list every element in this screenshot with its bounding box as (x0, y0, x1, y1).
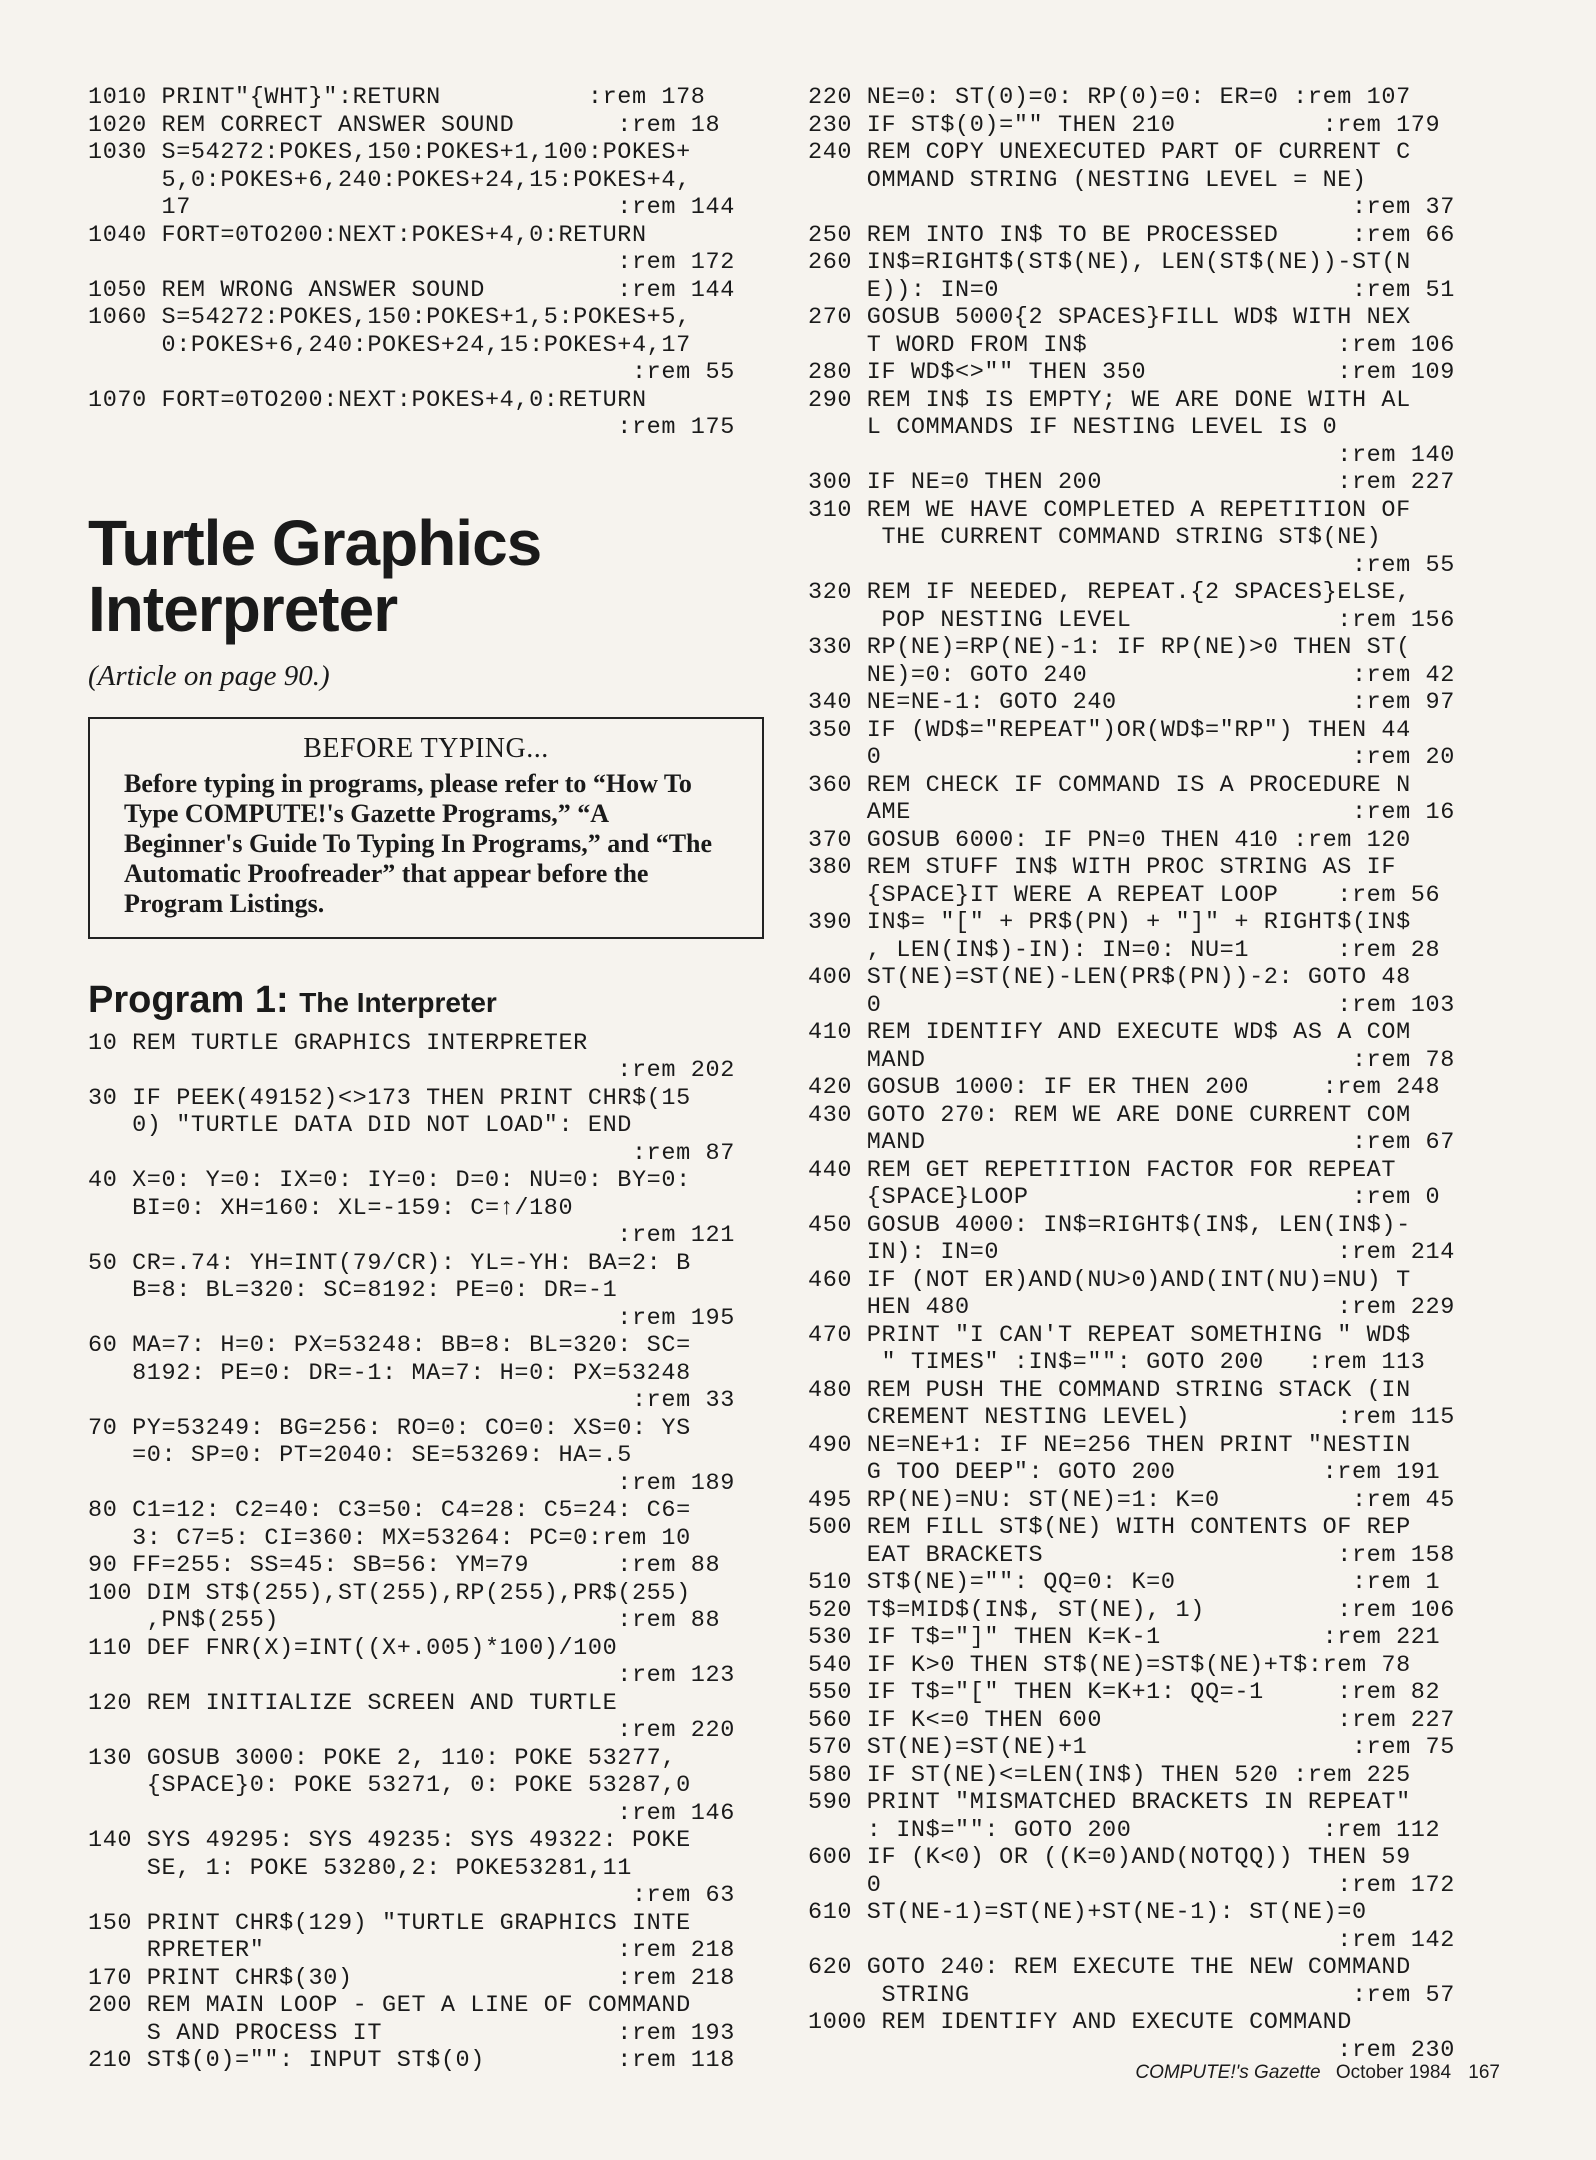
code-line: 230 IF ST$(0)="" THEN 210 :rem 179 (808, 111, 1441, 139)
article-title (88, 506, 764, 645)
code-line: 1050 REM WRONG ANSWER SOUND :rem 144 (88, 276, 735, 304)
code-line: 150 PRINT CHR$(129) "TURTLE GRAPHICS INTE (88, 1909, 691, 1937)
left-column (88, 84, 764, 2075)
code-line: 1060 S=54272:POKES,150:POKES+1,5:POKES+5, (88, 304, 691, 331)
code-line: 10 REM TURTLE GRAPHICS INTERPRETER (88, 1029, 588, 1057)
code-line: 110 DEF FNR(X)=INT((X+.005)*100)/100 (88, 1634, 618, 1662)
magazine-name: COMPUTE!'s Gazette (1135, 2062, 1321, 2083)
code-line: 410 REM IDENTIFY AND EXECUTE WD$ AS A COM (808, 1019, 1411, 1046)
code-line: :rem 195 (88, 1304, 735, 1332)
code-line: 3: C7=5: CI=360: MX=53264: PC=0:rem 10 (88, 1524, 691, 1552)
code-line: 140 SYS 49295: SYS 49235: SYS 49322: POKE (88, 1827, 691, 1854)
code-line: 390 IN$= "[" + PR$(PN) + "]" + RIGHT$(IN$ (808, 909, 1411, 936)
code-line: 100 DIM ST$(255),ST(255),RP(255),PR$(255) (88, 1579, 691, 1607)
code-line: 540 IF K>0 THEN ST$(NE)=ST$(NE)+T$:rem 78 (808, 1651, 1411, 1679)
code-line: :rem 55 (88, 359, 735, 386)
code-line: MAND :rem 78 (808, 1046, 1455, 1074)
code-line: 8192: PE=0: DR=-1: MA=7: H=0: PX=53248 (88, 1359, 691, 1387)
code-line: 570 ST(NE)=ST(NE)+1 :rem 75 (808, 1734, 1455, 1761)
code-line: 495 RP(NE)=NU: ST(NE)=1: K=0 :rem 45 (808, 1486, 1455, 1514)
code-line: :rem 37 (808, 194, 1455, 221)
code-line: T WORD FROM IN$ :rem 106 (808, 331, 1455, 359)
code-line: 330 RP(NE)=RP(NE)-1: IF RP(NE)>0 THEN ST( (808, 634, 1411, 661)
page-footer (1135, 2062, 1500, 2084)
code-line: 1010 PRINT"{WHT}":RETURN :rem 178 (88, 84, 706, 111)
code-line: : IN$="": GOTO 200 :rem 112 (808, 1816, 1441, 1844)
code-line: 130 GOSUB 3000: POKE 2, 110: POKE 53277, (88, 1744, 677, 1772)
code-line: 40 X=0: Y=0: IX=0: IY=0: D=0: NU=0: BY=0: (88, 1167, 691, 1194)
code-listing-left (88, 1030, 764, 2075)
code-line: :rem 146 (88, 1799, 735, 1827)
code-line: 360 REM CHECK IF COMMAND IS A PROCEDURE N (808, 771, 1411, 799)
code-line: :rem 230 (808, 2036, 1455, 2064)
code-line: BI=0: XH=160: XL=-159: C=↑/180 (88, 1194, 574, 1222)
code-line: THE CURRENT COMMAND STRING ST$(NE) (808, 524, 1382, 551)
article-title-line-1: Turtle Graphics (88, 506, 542, 579)
code-line: L COMMANDS IF NESTING LEVEL IS 0 (808, 414, 1338, 441)
code-line: B=8: BL=320: SC=8192: PE=0: DR=-1 (88, 1277, 618, 1304)
code-line: 420 GOSUB 1000: IF ER THEN 200 :rem 248 (808, 1074, 1441, 1101)
code-line: :rem 87 (88, 1139, 735, 1167)
before-typing-text: Before typing in programs, please refer to “How To Type COMPUTE!'s Gazette Programs,” “A Beginner's Guide To Typing In Programs,” and “The Automatic Proofreader” that appear before the Program Listings. (124, 768, 713, 918)
code-line: 320 REM IF NEEDED, REPEAT.{2 SPACES}ELSE, (808, 579, 1411, 606)
code-line: 5,0:POKES+6,240:POKES+24,15:POKES+4, (88, 166, 691, 194)
code-line: :rem 63 (88, 1882, 735, 1909)
code-line: 0 :rem 20 (808, 744, 1455, 771)
code-line: 1000 REM IDENTIFY AND EXECUTE COMMAND (808, 2009, 1352, 2036)
code-line: AME :rem 16 (808, 799, 1455, 826)
code-line: 200 REM MAIN LOOP - GET A LINE OF COMMAND (88, 1992, 691, 2019)
code-line: 1040 FORT=0TO200:NEXT:POKES+4,0:RETURN (88, 221, 647, 249)
code-listing-continued (88, 84, 764, 442)
code-line: {SPACE}0: POKE 53271, 0: POKE 53287,0 (88, 1772, 691, 1799)
code-line: STRING :rem 57 (808, 1981, 1455, 2009)
code-line: :rem 220 (88, 1717, 735, 1744)
code-line: 80 C1=12: C2=40: C3=50: C4=28: C5=24: C6= (88, 1497, 691, 1524)
code-line: 260 IN$=RIGHT$(ST$(NE), LEN(ST$(NE))-ST(N (808, 249, 1411, 276)
code-line: 520 T$=MID$(IN$, ST(NE), 1) :rem 106 (808, 1596, 1455, 1624)
code-line: 250 REM INTO IN$ TO BE PROCESSED :rem 66 (808, 221, 1455, 249)
code-line: OMMAND STRING (NESTING LEVEL = NE) (808, 166, 1367, 194)
code-line: :rem 189 (88, 1469, 735, 1497)
code-line: 530 IF T$="]" THEN K=K-1 :rem 221 (808, 1624, 1441, 1651)
code-line: 50 CR=.74: YH=INT(79/CR): YL=-YH: BA=2: B (88, 1249, 691, 1277)
code-line: 610 ST(NE-1)=ST(NE)+ST(NE-1): ST(NE)=0 (808, 1899, 1367, 1926)
program-heading (88, 979, 764, 1022)
code-line: MAND :rem 67 (808, 1129, 1455, 1156)
issue-date: October 1984 (1335, 2062, 1452, 2083)
code-line: :rem 202 (88, 1057, 735, 1084)
code-line: :rem 33 (88, 1387, 735, 1414)
code-line: SE, 1: POKE 53280,2: POKE53281,11 (88, 1854, 632, 1882)
before-typing-heading: BEFORE TYPING... (303, 732, 549, 764)
article-title-line-2: Interpreter (88, 572, 398, 645)
code-line: =0: SP=0: PT=2040: SE=53269: HA=.5 (88, 1442, 632, 1469)
code-line: S AND PROCESS IT :rem 193 (88, 2019, 735, 2047)
code-line: POP NESTING LEVEL :rem 156 (808, 606, 1455, 634)
code-line: :rem 55 (808, 551, 1455, 579)
code-line: 440 REM GET REPETITION FACTOR FOR REPEAT (808, 1156, 1397, 1184)
code-line: 0 :rem 172 (808, 1871, 1455, 1899)
code-line: ,PN$(255) :rem 88 (88, 1607, 721, 1634)
program-number: Program 1: (88, 978, 289, 1021)
code-line: 290 REM IN$ IS EMPTY; WE ARE DONE WITH AL (808, 386, 1411, 414)
before-typing-box (88, 717, 764, 939)
code-line: HEN 480 :rem 229 (808, 1294, 1455, 1321)
code-line: 210 ST$(0)="": INPUT ST$(0) :rem 118 (88, 2047, 735, 2074)
code-line: 490 NE=NE+1: IF NE=256 THEN PRINT "NESTIN (808, 1431, 1411, 1459)
code-line: , LEN(IN$)-IN): IN=0: NU=1 :rem 28 (808, 936, 1441, 964)
code-line: 30 IF PEEK(49152)<>173 THEN PRINT CHR$(15 (88, 1084, 691, 1112)
code-line: 310 REM WE HAVE COMPLETED A REPETITION OF (808, 496, 1411, 524)
code-line: NE)=0: GOTO 240 :rem 42 (808, 661, 1455, 689)
code-line: 480 REM PUSH THE COMMAND STRING STACK (IN (808, 1376, 1411, 1404)
code-line: IN): IN=0 :rem 214 (808, 1239, 1455, 1266)
code-line: 120 REM INITIALIZE SCREEN AND TURTLE (88, 1689, 618, 1717)
code-line: 0) "TURTLE DATA DID NOT LOAD": END (88, 1112, 632, 1139)
code-line: 1020 REM CORRECT ANSWER SOUND :rem 18 (88, 111, 721, 139)
code-line: 430 GOTO 270: REM WE ARE DONE CURRENT COM (808, 1101, 1411, 1129)
code-line: 370 GOSUB 6000: IF PN=0 THEN 410 :rem 120 (808, 826, 1411, 854)
code-line: 510 ST$(NE)="": QQ=0: K=0 :rem 1 (808, 1569, 1441, 1596)
code-line: 0:POKES+6,240:POKES+24,15:POKES+4,17 (88, 331, 691, 359)
code-line: EAT BRACKETS :rem 158 (808, 1541, 1455, 1569)
code-line: CREMENT NESTING LEVEL) :rem 115 (808, 1404, 1455, 1431)
code-line: G TOO DEEP": GOTO 200 :rem 191 (808, 1459, 1441, 1486)
code-line: 1070 FORT=0TO200:NEXT:POKES+4,0:RETURN (88, 386, 647, 414)
code-line: 590 PRINT "MISMATCHED BRACKETS IN REPEAT" (808, 1789, 1411, 1816)
code-line: :rem 142 (808, 1926, 1455, 1954)
code-line: " TIMES" :IN$="": GOTO 200 :rem 113 (808, 1349, 1426, 1376)
code-line: 300 IF NE=0 THEN 200 :rem 227 (808, 469, 1455, 496)
code-line: 90 FF=255: SS=45: SB=56: YM=79 :rem 88 (88, 1552, 721, 1579)
article-reference: (Article on page 90.) (88, 659, 330, 692)
code-line: :rem 123 (88, 1662, 735, 1689)
code-line: 280 IF WD$<>"" THEN 350 :rem 109 (808, 359, 1455, 386)
code-line: 350 IF (WD$="REPEAT")OR(WD$="RP") THEN 44 (808, 716, 1411, 744)
code-line: :rem 175 (88, 414, 735, 441)
code-line: 560 IF K<=0 THEN 600 :rem 227 (808, 1706, 1455, 1734)
code-line: 270 GOSUB 5000{2 SPACES}FILL WD$ WITH NEX (808, 304, 1411, 331)
code-line: 70 PY=53249: BG=256: RO=0: CO=0: XS=0: YS (88, 1414, 691, 1442)
code-line: 600 IF (K<0) OR ((K=0)AND(NOTQQ)) THEN 59 (808, 1844, 1411, 1871)
code-line: 580 IF ST(NE)<=LEN(IN$) THEN 520 :rem 225 (808, 1761, 1411, 1789)
code-line: 450 GOSUB 4000: IN$=RIGHT$(IN$, LEN(IN$)- (808, 1211, 1411, 1239)
code-line: 400 ST(NE)=ST(NE)-LEN(PR$(PN))-2: GOTO 48 (808, 964, 1411, 991)
code-line: {SPACE}IT WERE A REPEAT LOOP :rem 56 (808, 881, 1441, 909)
code-line: 550 IF T$="[" THEN K=K+1: QQ=-1 :rem 82 (808, 1679, 1441, 1706)
right-column (808, 84, 1488, 2064)
code-listing-right (808, 84, 1488, 2064)
code-line: 620 GOTO 240: REM EXECUTE THE NEW COMMAND (808, 1954, 1411, 1981)
code-line: RPRETER" :rem 218 (88, 1937, 735, 1964)
code-line: 0 :rem 103 (808, 991, 1455, 1019)
code-line: :rem 121 (88, 1222, 735, 1249)
code-line: 60 MA=7: H=0: PX=53248: BB=8: BL=320: SC= (88, 1332, 691, 1359)
code-line: 240 REM COPY UNEXECUTED PART OF CURRENT C (808, 139, 1411, 166)
code-line: 340 NE=NE-1: GOTO 240 :rem 97 (808, 689, 1455, 716)
program-name: The Interpreter (299, 986, 497, 1018)
code-line: 170 PRINT CHR$(30) :rem 218 (88, 1964, 735, 1992)
code-line: 500 REM FILL ST$(NE) WITH CONTENTS OF REP (808, 1514, 1411, 1541)
code-line: 470 PRINT "I CAN'T REPEAT SOMETHING " WD$ (808, 1321, 1411, 1349)
code-line: 17 :rem 144 (88, 194, 735, 221)
code-line: 220 NE=0: ST(0)=0: RP(0)=0: ER=0 :rem 107 (808, 84, 1411, 111)
code-line: E)): IN=0 :rem 51 (808, 276, 1455, 304)
code-line: {SPACE}LOOP :rem 0 (808, 1184, 1441, 1211)
code-line: 1030 S=54272:POKES,150:POKES+1,100:POKES+ (88, 139, 691, 166)
code-line: :rem 172 (88, 249, 735, 276)
code-line: 460 IF (NOT ER)AND(NU>0)AND(INT(NU)=NU) T (808, 1266, 1411, 1294)
page-number: 167 (1468, 2062, 1500, 2083)
code-line: 380 REM STUFF IN$ WITH PROC STRING AS IF (808, 854, 1397, 881)
code-line: :rem 140 (808, 441, 1455, 469)
